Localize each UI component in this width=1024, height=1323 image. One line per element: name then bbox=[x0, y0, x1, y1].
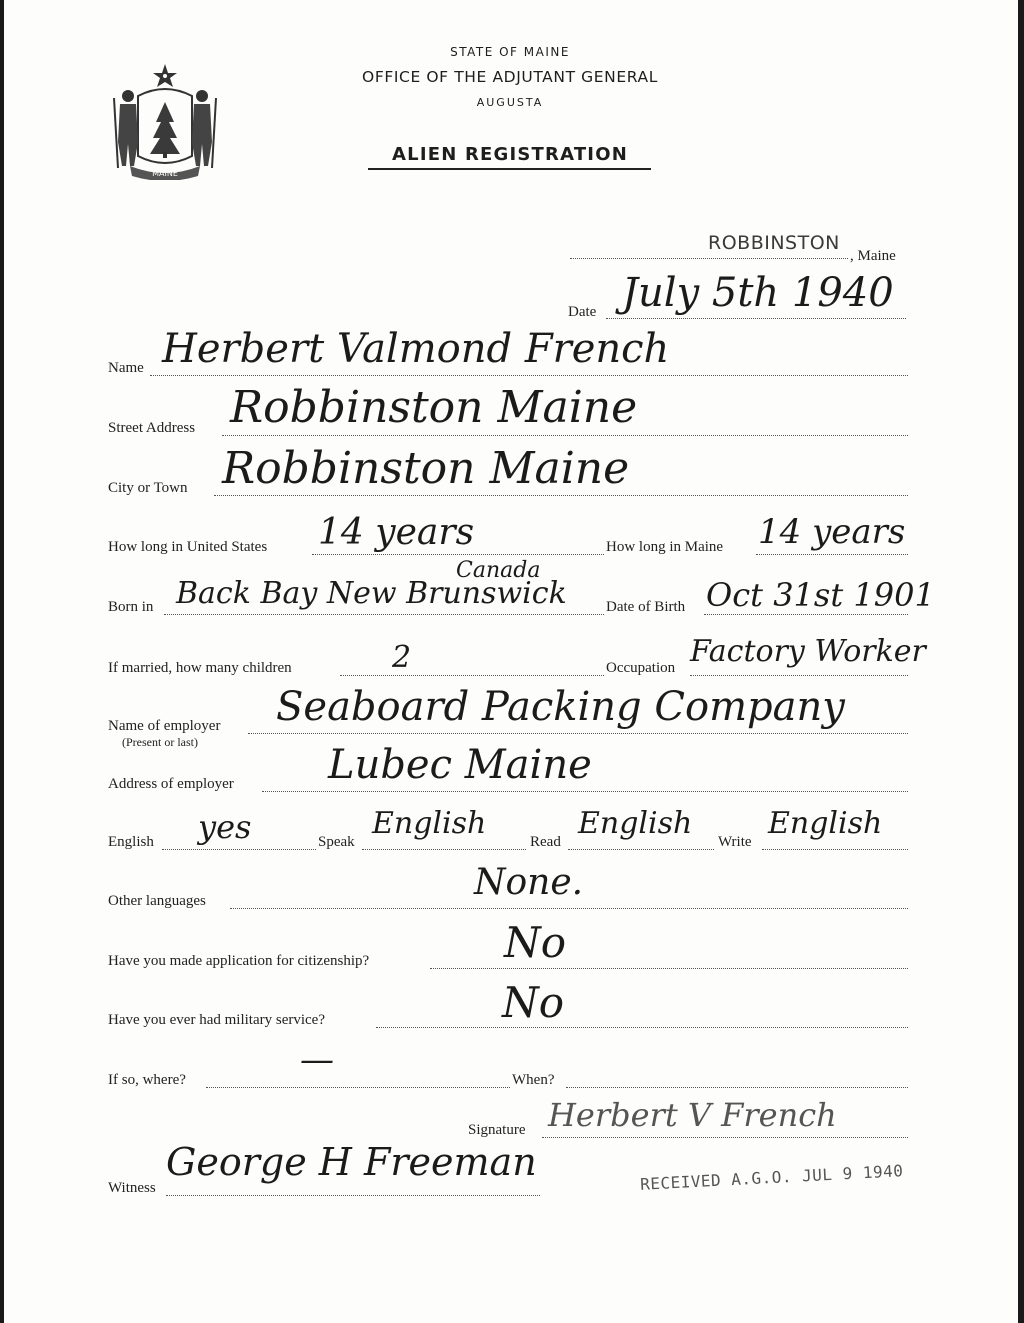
born-country-value: Canada bbox=[456, 558, 541, 583]
name-value: Herbert Valmond French bbox=[162, 326, 670, 372]
married-children-line bbox=[340, 675, 604, 676]
witness-line bbox=[166, 1195, 540, 1196]
when-label: When? bbox=[512, 1072, 555, 1088]
how-long-us-value: 14 years bbox=[318, 512, 475, 553]
maine-state-seal-icon bbox=[108, 58, 223, 180]
employer-address-value: Lubec Maine bbox=[328, 742, 592, 788]
military-value: No bbox=[502, 978, 565, 1027]
name-label: Name bbox=[108, 360, 144, 376]
married-children-label: If married, how many children bbox=[108, 660, 292, 676]
born-in-line bbox=[164, 614, 604, 615]
employer-address-label: Address of employer bbox=[108, 776, 234, 792]
write-value: English bbox=[768, 806, 883, 841]
other-languages-value: None. bbox=[474, 862, 584, 903]
occupation-line bbox=[690, 675, 908, 676]
if-so-where-value: — bbox=[300, 1040, 334, 1080]
seal-scroll-text: MAINE bbox=[152, 169, 178, 178]
date-line bbox=[606, 318, 906, 319]
speak-value: English bbox=[372, 806, 487, 841]
citizenship-line bbox=[430, 968, 908, 969]
children-value: 2 bbox=[392, 640, 412, 675]
employer-name-value: Seaboard Packing Company bbox=[276, 684, 845, 730]
street-address-label: Street Address bbox=[108, 420, 196, 436]
city-town-value: Robbinston Maine bbox=[222, 443, 630, 494]
maine-label: , Maine bbox=[850, 248, 896, 264]
witness-value: George H Freeman bbox=[166, 1140, 537, 1184]
town-stamp: ROBBINSTON bbox=[708, 232, 840, 254]
born-in-value: Back Bay New Brunswick bbox=[176, 576, 567, 611]
street-address-line bbox=[222, 435, 908, 436]
street-address-value: Robbinston Maine bbox=[230, 382, 638, 433]
speak-label: Speak bbox=[318, 834, 355, 850]
scan-edge-right bbox=[1018, 0, 1024, 1323]
read-label: Read bbox=[530, 834, 561, 850]
read-line bbox=[568, 849, 714, 850]
date-of-birth-value: Oct 31st 1901 bbox=[706, 576, 935, 614]
military-label: Have you ever had military service? bbox=[108, 1012, 325, 1028]
other-languages-line bbox=[230, 908, 908, 909]
signature-line bbox=[542, 1137, 908, 1138]
signature-label: Signature bbox=[468, 1122, 526, 1138]
how-long-us-line bbox=[312, 554, 604, 555]
born-in-label: Born in bbox=[108, 599, 154, 615]
english-value: yes bbox=[198, 808, 252, 846]
employer-name-label: Name of employer bbox=[108, 718, 221, 734]
employer-name-line bbox=[248, 733, 908, 734]
write-label: Write bbox=[718, 834, 752, 850]
occupation-label: Occupation bbox=[606, 660, 676, 676]
name-line bbox=[150, 375, 908, 376]
if-so-where-line bbox=[206, 1087, 510, 1088]
title-underline bbox=[368, 168, 651, 170]
speak-line bbox=[362, 849, 526, 850]
city-town-line bbox=[214, 495, 908, 496]
header-city: AUGUSTA bbox=[476, 96, 544, 109]
if-so-where-label: If so, where? bbox=[108, 1072, 186, 1088]
english-line bbox=[162, 849, 316, 850]
form-title: ALIEN REGISTRATION bbox=[392, 144, 628, 165]
scan-edge-left bbox=[0, 0, 4, 1323]
date-label: Date bbox=[568, 304, 597, 320]
received-stamp: RECEIVED A.G.O. JUL 9 1940 bbox=[639, 1161, 904, 1194]
read-value: English bbox=[578, 806, 693, 841]
city-town-label: City or Town bbox=[108, 480, 188, 496]
date-value: July 5th 1940 bbox=[622, 270, 894, 316]
english-label: English bbox=[108, 834, 154, 850]
signature-value: Herbert V French bbox=[548, 1096, 837, 1134]
witness-label: Witness bbox=[108, 1180, 156, 1196]
how-long-maine-label: How long in Maine bbox=[606, 539, 724, 555]
header-state: STATE OF MAINE bbox=[450, 45, 570, 59]
employer-address-line bbox=[262, 791, 908, 792]
how-long-maine-value: 14 years bbox=[758, 512, 906, 552]
date-of-birth-label: Date of Birth bbox=[606, 599, 686, 615]
citizenship-value: No bbox=[504, 918, 567, 967]
write-line bbox=[762, 849, 908, 850]
when-line bbox=[566, 1087, 908, 1088]
header-office: OFFICE OF THE ADJUTANT GENERAL bbox=[362, 68, 658, 86]
military-line bbox=[376, 1027, 908, 1028]
other-languages-label: Other languages bbox=[108, 893, 206, 909]
date-of-birth-line bbox=[704, 614, 908, 615]
occupation-value: Factory Worker bbox=[690, 634, 926, 669]
how-long-us-label: How long in United States bbox=[108, 539, 268, 555]
citizenship-label: Have you made application for citizenship? bbox=[108, 953, 370, 969]
employer-note-label: (Present or last) bbox=[122, 735, 198, 749]
how-long-maine-line bbox=[756, 554, 908, 555]
town-line bbox=[570, 258, 848, 259]
